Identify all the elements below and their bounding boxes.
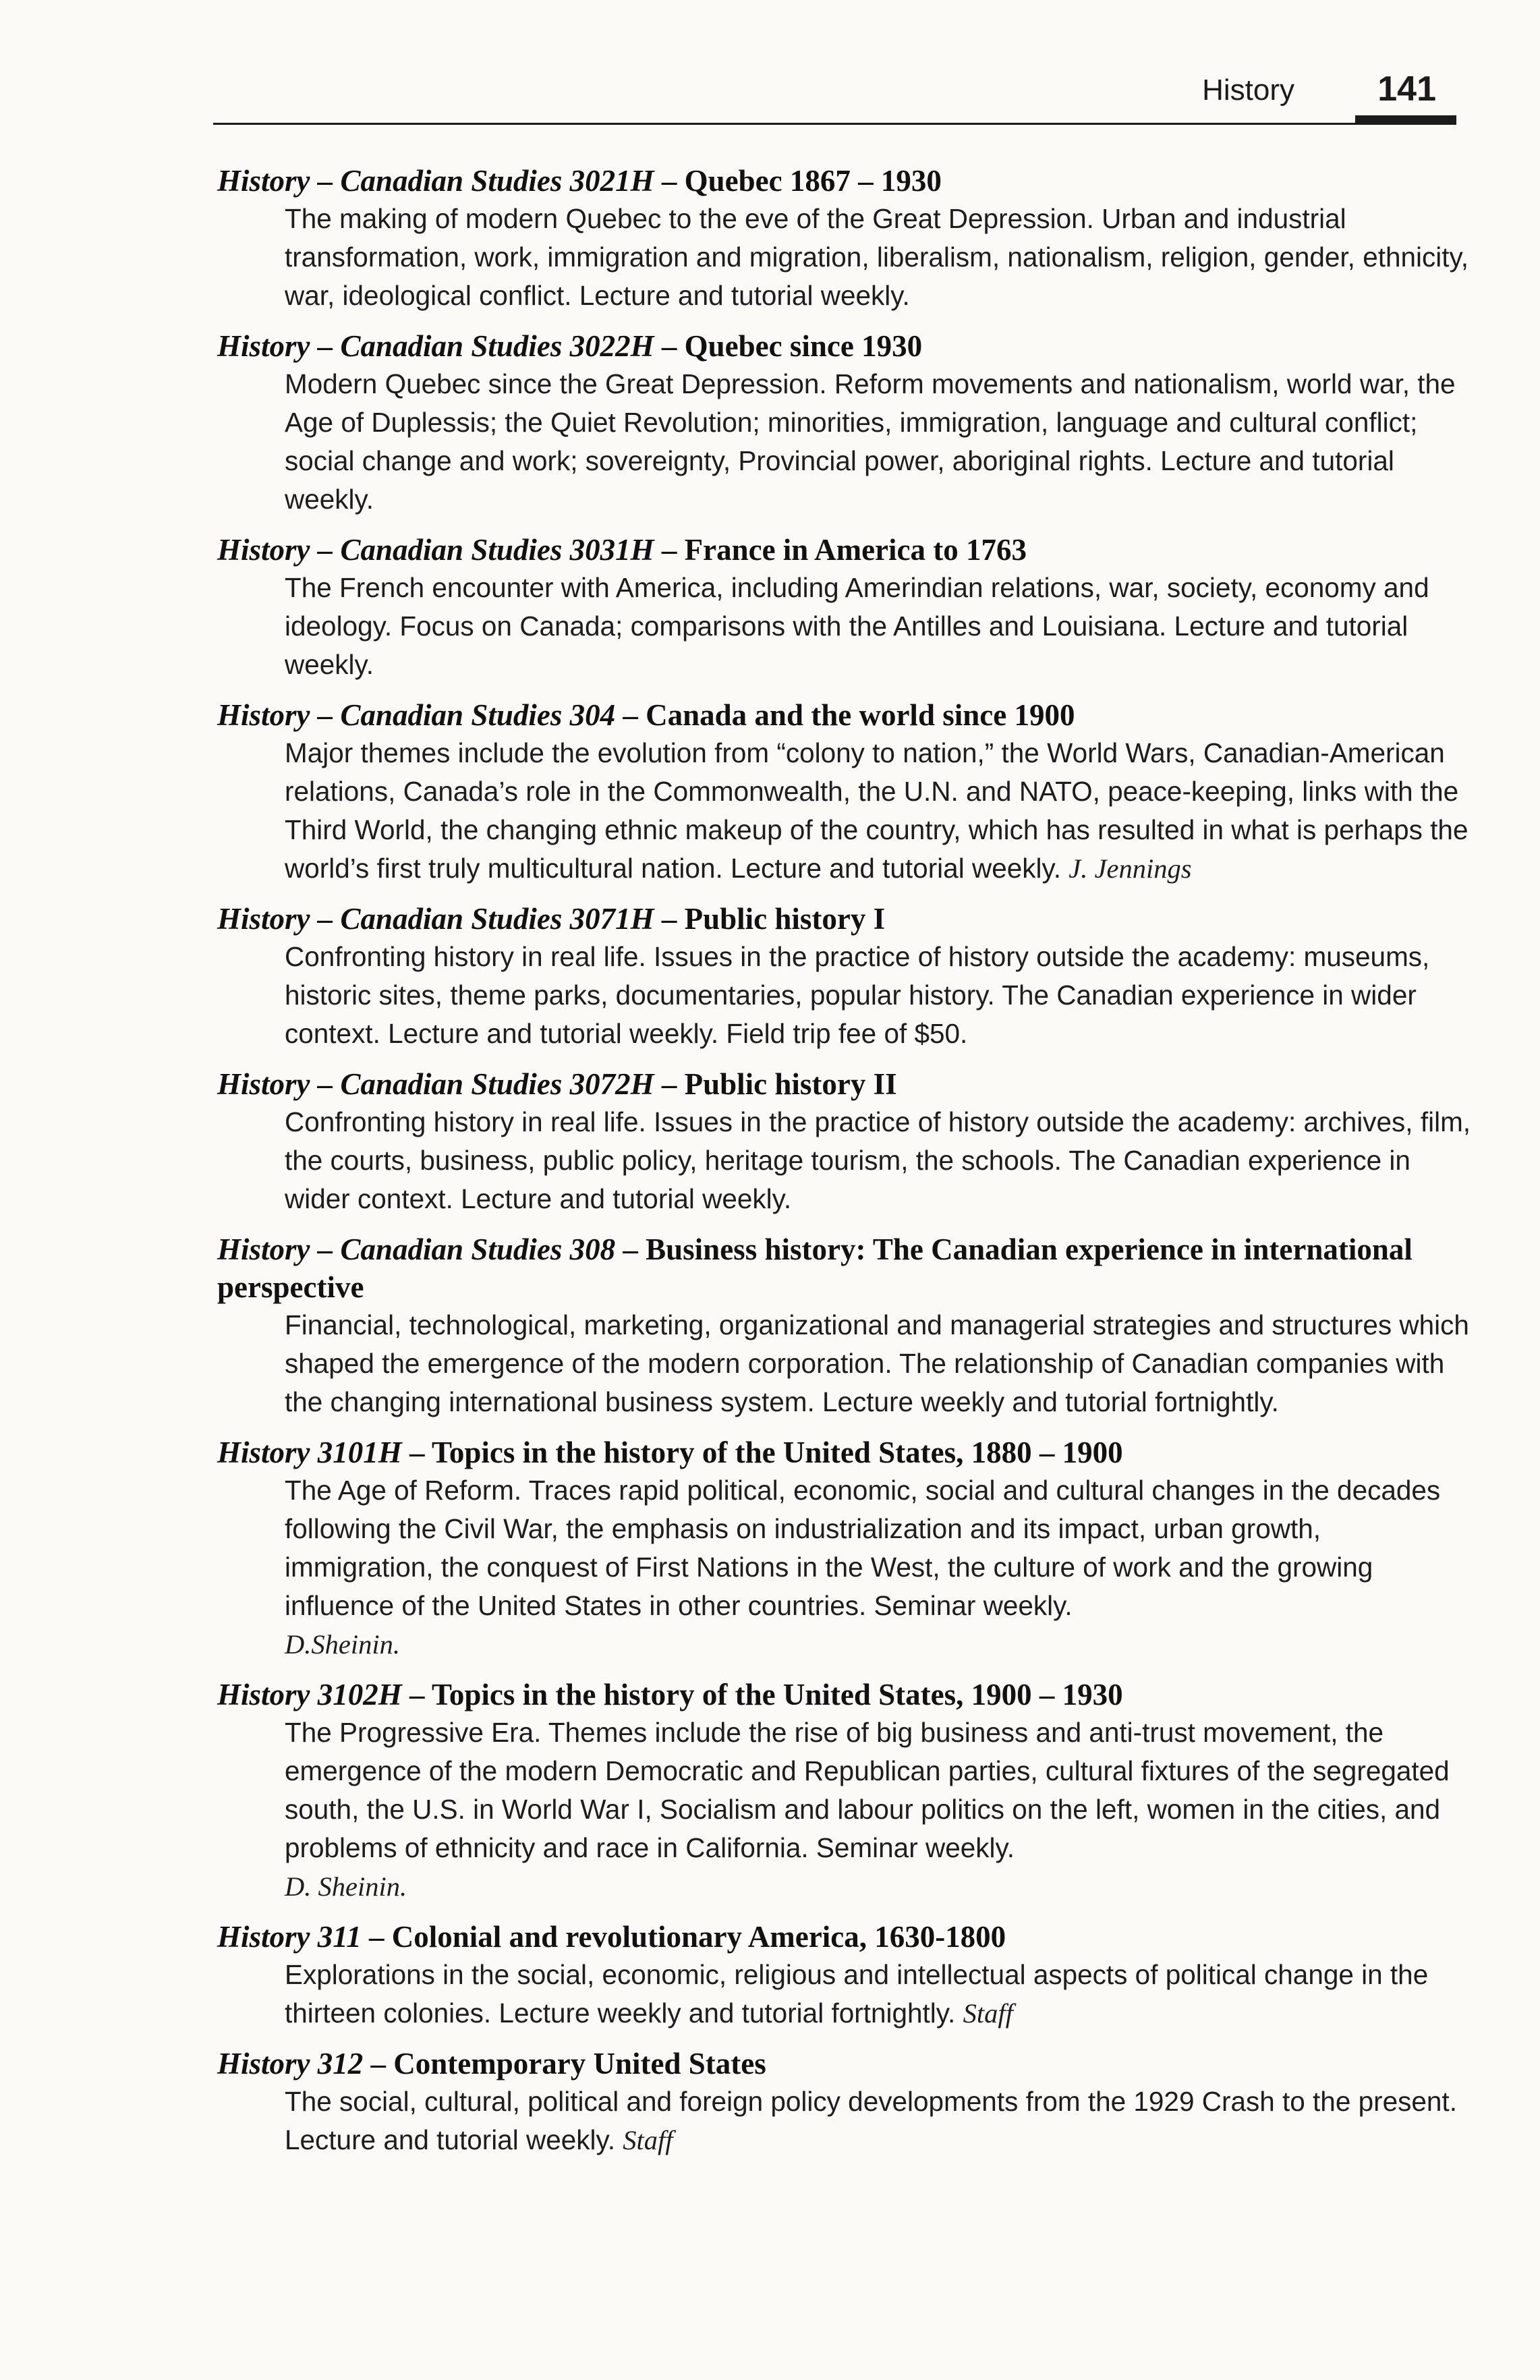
course-entry — [217, 162, 1472, 315]
course-entry — [217, 696, 1472, 888]
section-title: History — [1202, 74, 1294, 107]
description-text: Major themes include the evolution from “colony to nation,” the World Wars, Canadian-American relations, Canada’s role in the Commonwealth, the U.N. and NATO, peace-keeping, links with the Third World, the changing ethnic makeup of the country, which has resulted in what is perhaps the world’s first truly multicultural nation. Lecture and tutorial weekly. — [285, 737, 1468, 884]
description-text: Modern Quebec since the Great Depression. Reform movements and nationalism, world war, the Age of Duplessis; the Quiet Revolution; minorities, immigration, language and cultural conflict; social change and work; sovereignty, Provincial power, aboriginal rights. Lecture and tutorial weekly. — [285, 368, 1456, 515]
description-text: Confronting history in real life. Issues in the practice of history outside the academy: museums, historic sites, theme parks, documentaries, popular history. The Canadian experience in wider context. Lecture and tutorial weekly. Field trip fee of $50. — [285, 941, 1430, 1049]
course-heading: History 3101H – Topics in the history of the United States, 1880 – 1900 — [217, 1436, 1123, 1469]
description-text: Explorations in the social, economic, religious and intellectual aspects of political change in the thirteen colonies. Lecture weekly and tutorial fortnightly. — [285, 1959, 1429, 2029]
course-entry — [217, 2045, 1472, 2159]
course-title: Contemporary United States — [393, 2047, 766, 2080]
course-entry — [217, 327, 1472, 519]
course-description — [285, 938, 1472, 1053]
course-description — [285, 2082, 1472, 2159]
instructor-name: J. Jennings — [1068, 853, 1192, 884]
course-heading: History – Canadian Studies 304 – Canada and the world since 1900 — [217, 698, 1075, 732]
course-entry — [217, 900, 1472, 1053]
course-code: History – Canadian Studies 304 — [217, 698, 616, 732]
course-description — [285, 1471, 1472, 1664]
course-code: History 3101H — [217, 1436, 402, 1469]
course-heading: History – Canadian Studies 308 – Business history: The Canadian experience in international perspective — [217, 1232, 1413, 1304]
course-entry — [217, 1230, 1472, 1421]
page-number: 141 — [1377, 69, 1436, 109]
course-list — [217, 162, 1472, 2172]
course-description — [285, 1956, 1472, 2033]
course-title: Public history I — [684, 902, 886, 936]
course-description — [285, 200, 1472, 315]
running-header — [213, 65, 1456, 125]
course-code: History – Canadian Studies 3031H — [217, 533, 654, 567]
instructor-name: Staff — [963, 1998, 1013, 2029]
course-heading: History – Canadian Studies 3031H – France in America to 1763 — [217, 533, 1027, 567]
header-rule-bar — [1355, 115, 1456, 125]
course-entry — [217, 531, 1472, 684]
course-entry — [217, 1918, 1472, 2033]
course-description — [285, 365, 1472, 519]
course-code: History – Canadian Studies 3022H — [217, 329, 654, 363]
description-text: The social, cultural, political and foreign policy developments from the 1929 Crash to the present. Lecture and tutorial weekly. — [285, 2086, 1457, 2155]
instructor-name: D. Sheinin. — [285, 1871, 407, 1902]
description-text: The Progressive Era. Themes include the rise of big business and anti-trust movement, the emergence of the modern Democratic and Republican parties, cultural fixtures of the segregated south, the U.S. in World War I, Socialism and labour politics on the left, women in the cities, and problems of ethnicity and race in California. Seminar weekly. — [285, 1717, 1450, 1863]
course-title: Colonial and revolutionary America, 1630-1800 — [391, 1920, 1006, 1954]
course-entry — [217, 1676, 1472, 1906]
description-text: The Age of Reform. Traces rapid political, economic, social and cultural changes in the decades following the Civil War, the emphasis on industrialization and its impact, urban growth, immigration, the conquest of First Nations in the West, the culture of work and the growing influence of the United States in other countries. Seminar weekly. — [285, 1475, 1441, 1621]
course-description — [285, 734, 1472, 888]
course-heading: History 3102H – Topics in the history of the United States, 1900 – 1930 — [217, 1678, 1123, 1711]
course-heading: History – Canadian Studies 3021H – Quebec 1867 – 1930 — [217, 164, 942, 198]
description-text: Confronting history in real life. Issues in the practice of history outside the academy: archives, film, the courts, business, public policy, heritage tourism, the schools. The Canadian experience in wider context. Lecture and tutorial weekly. — [285, 1106, 1471, 1214]
instructor-name: D.Sheinin. — [285, 1629, 400, 1660]
description-text: Financial, technological, marketing, organizational and managerial strategies and structures which shaped the emergence of the modern corporation. The relationship of Canadian companies with the changing international business system. Lecture weekly and tutorial fortnightly. — [285, 1309, 1469, 1417]
course-code: History 312 — [217, 2047, 364, 2080]
course-description — [285, 569, 1472, 684]
course-code: History – Canadian Studies 3071H — [217, 902, 654, 936]
course-title: Canada and the world since 1900 — [646, 698, 1075, 732]
course-code: History – Canadian Studies 308 — [217, 1232, 616, 1266]
course-title: Public history II — [684, 1067, 897, 1101]
instructor-name: Staff — [623, 2125, 673, 2155]
course-title: Quebec 1867 – 1930 — [684, 164, 942, 198]
course-heading: History 311 – Colonial and revolutionary America, 1630-1800 — [217, 1920, 1006, 1954]
course-code: History 311 — [217, 1920, 362, 1954]
course-heading: History – Canadian Studies 3071H – Public history I — [217, 902, 886, 936]
course-heading: History – Canadian Studies 3072H – Public history II — [217, 1067, 897, 1101]
course-title: Quebec since 1930 — [684, 329, 923, 363]
course-description — [285, 1103, 1472, 1218]
description-text: The French encounter with America, including Amerindian relations, war, society, economy and ideology. Focus on Canada; comparisons with the Antilles and Louisiana. Lecture and tutorial weekly. — [285, 572, 1429, 680]
course-code: History – Canadian Studies 3021H — [217, 164, 654, 198]
description-text: The making of modern Quebec to the eve of the Great Depression. Urban and industrial transformation, work, immigration and migration, liberalism, nationalism, religion, gender, ethnicity, war, ideological conflict. Lecture and tutorial weekly. — [285, 203, 1469, 311]
course-title: France in America to 1763 — [684, 533, 1027, 567]
course-entry — [217, 1065, 1472, 1218]
course-title: Business history: The Canadian experience in international perspective — [217, 1232, 1413, 1304]
course-title: Topics in the history of the United States, 1880 – 1900 — [431, 1436, 1123, 1469]
course-heading: History 312 – Contemporary United States — [217, 2047, 766, 2080]
course-code: History – Canadian Studies 3072H — [217, 1067, 654, 1101]
course-description — [285, 1306, 1472, 1421]
course-heading: History – Canadian Studies 3022H – Quebec since 1930 — [217, 329, 923, 363]
course-description — [285, 1713, 1472, 1906]
course-title: Topics in the history of the United States, 1900 – 1930 — [431, 1678, 1123, 1711]
course-code: History 3102H — [217, 1678, 402, 1711]
course-entry — [217, 1434, 1472, 1664]
